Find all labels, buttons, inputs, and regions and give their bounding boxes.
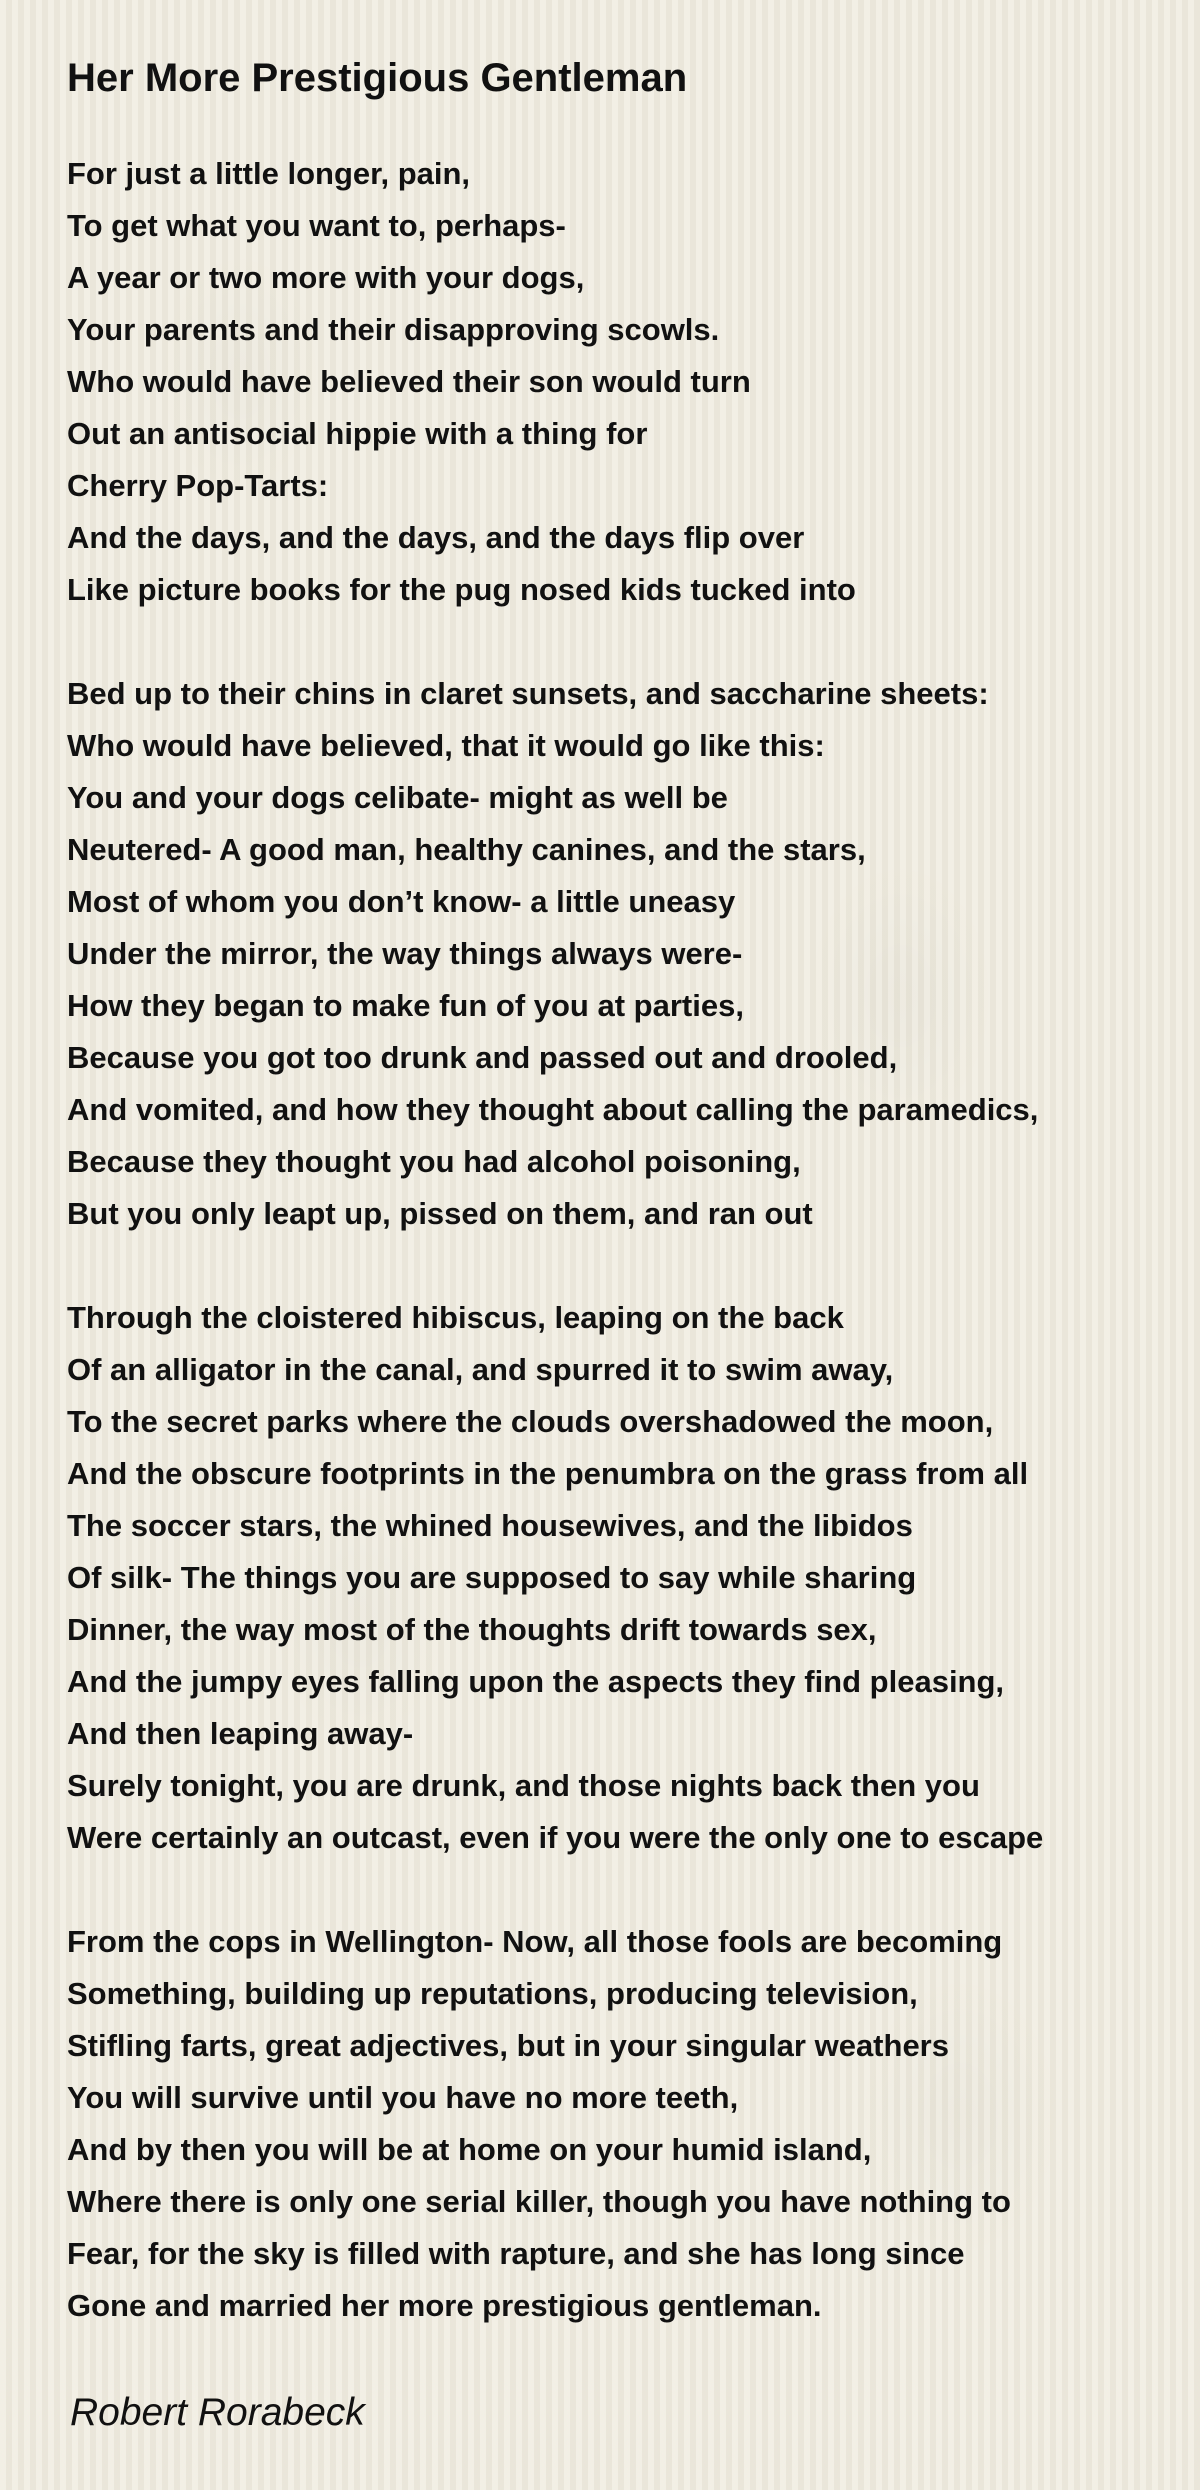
- poem-line: You and your dogs celibate- might as well be: [67, 780, 728, 815]
- poem-author: Robert Rorabeck: [70, 2391, 365, 2434]
- poem-line: For just a little longer, pain,: [67, 156, 471, 191]
- poem-line: The soccer stars, the whined housewives, and the libidos: [67, 1508, 913, 1543]
- poem-line: You will survive until you have no more teeth,: [67, 2080, 739, 2115]
- poem-line: Because you got too drunk and passed out and drooled,: [67, 1040, 898, 1075]
- stanza: [67, 668, 1147, 1240]
- poem-line: From the cops in Wellington- Now, all those fools are becoming: [67, 1924, 1003, 1959]
- poem-line: Dinner, the way most of the thoughts drift towards sex,: [67, 1612, 877, 1647]
- poem-line: And vomited, and how they thought about calling the paramedics,: [67, 1092, 1039, 1127]
- poem-line: Out an antisocial hippie with a thing for: [67, 416, 648, 451]
- poem-line: Gone and married her more prestigious gentleman.: [67, 2288, 822, 2323]
- poem-line: And by then you will be at home on your humid island,: [67, 2132, 872, 2167]
- poem-line: And the jumpy eyes falling upon the aspects they find pleasing,: [67, 1664, 1005, 1699]
- poem-line: To the secret parks where the clouds overshadowed the moon,: [67, 1404, 994, 1439]
- poem-line: Like picture books for the pug nosed kids tucked into: [67, 572, 856, 607]
- poem-line: And then leaping away-: [67, 1716, 414, 1751]
- poem-line: Because they thought you had alcohol poisoning,: [67, 1144, 801, 1179]
- poem-line: Something, building up reputations, producing television,: [67, 1976, 918, 2011]
- poem-title: Her More Prestigious Gentleman: [67, 56, 688, 100]
- poem-line: Were certainly an outcast, even if you were the only one to escape: [67, 1820, 1044, 1855]
- poem-line: Your parents and their disapproving scowls.: [67, 312, 720, 347]
- poem-line: Of silk- The things you are supposed to say while sharing: [67, 1560, 917, 1595]
- poem-line: Neutered- A good man, healthy canines, and the stars,: [67, 832, 866, 867]
- poem-line: To get what you want to, perhaps-: [67, 208, 566, 243]
- poem-line: Most of whom you don’t know- a little uneasy: [67, 884, 736, 919]
- poem-line: Who would have believed their son would turn: [67, 364, 751, 399]
- poem-line: Under the mirror, the way things always were-: [67, 936, 743, 971]
- poem-line: Who would have believed, that it would go like this:: [67, 728, 825, 763]
- poem-line: And the obscure footprints in the penumbra on the grass from all: [67, 1456, 1029, 1491]
- poem-line: Cherry Pop-Tarts:: [67, 468, 329, 503]
- poem-line: And the days, and the days, and the days flip over: [67, 520, 805, 555]
- poem-line: A year or two more with your dogs,: [67, 260, 585, 295]
- poem-line: Of an alligator in the canal, and spurred it to swim away,: [67, 1352, 894, 1387]
- stanza: [67, 148, 1147, 616]
- poem-line: Fear, for the sky is filled with rapture, and she has long since: [67, 2236, 965, 2271]
- poem-line: How they began to make fun of you at parties,: [67, 988, 744, 1023]
- poem-line: Surely tonight, you are drunk, and those nights back then you: [67, 1768, 980, 1803]
- poem-line: Through the cloistered hibiscus, leaping on the back: [67, 1300, 844, 1335]
- poem-line: Stifling farts, great adjectives, but in your singular weathers: [67, 2028, 949, 2063]
- poem-body: [67, 148, 1147, 2384]
- stanza: [67, 1292, 1147, 1864]
- poem-line: But you only leapt up, pissed on them, and ran out: [67, 1196, 813, 1231]
- poem-line: Where there is only one serial killer, though you have nothing to: [67, 2184, 1011, 2219]
- stanza: [67, 1916, 1147, 2332]
- poem-line: Bed up to their chins in claret sunsets, and saccharine sheets:: [67, 676, 989, 711]
